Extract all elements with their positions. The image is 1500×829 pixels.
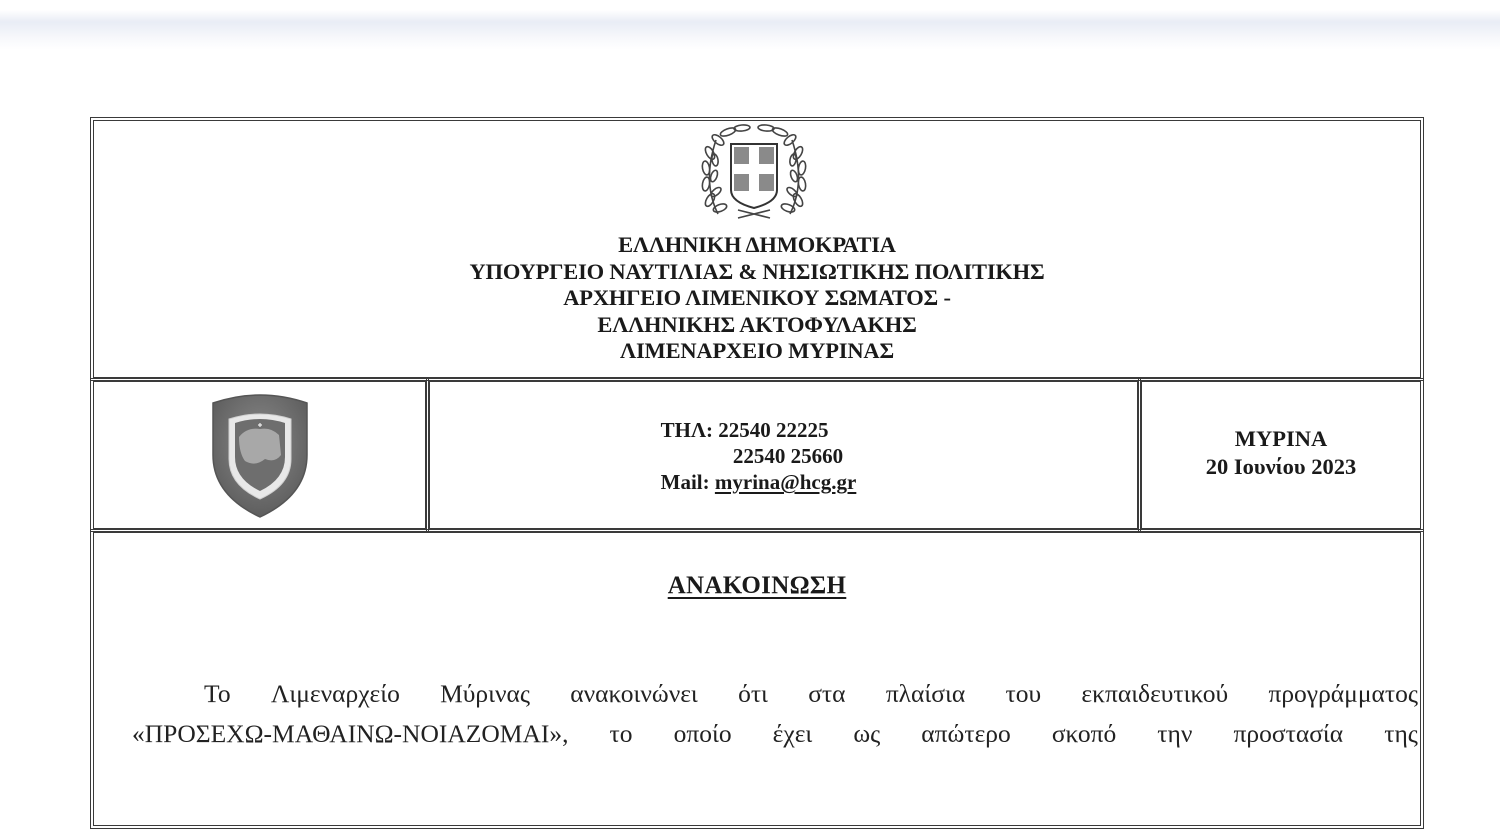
tel-number-1: 22540 22225 (718, 418, 829, 442)
place-date-block (1206, 425, 1356, 481)
info-row (90, 378, 1424, 532)
document-date: 20 Ιουνίου 2023 (1205, 454, 1357, 479)
logo-cell (90, 378, 429, 532)
header-title-block (90, 232, 1424, 365)
announcement-body (96, 660, 1418, 785)
tel-number-2: 22540 25660 (732, 444, 844, 468)
greek-coat-of-arms-icon (698, 122, 810, 224)
place-date-cell (1138, 378, 1424, 532)
tel-line-2 (661, 443, 857, 469)
header-line-hq: ΑΡΧΗΓΕΙΟ ΛΙΜΕΝΙΚΟΥ ΣΩΜΑΤΟΣ - (563, 285, 951, 310)
mail-label: Mail: (660, 470, 710, 494)
tel-label: ΤΗΛ: (660, 418, 714, 442)
contact-cell (426, 378, 1141, 532)
header-line-republic: ΕΛΛΗΝΙΚΗ ΔΗΜΟΚΡΑΤΙΑ (618, 232, 896, 257)
contact-block (661, 417, 857, 495)
mail-link[interactable]: myrina@hcg.gr (714, 470, 857, 494)
header-line-port-authority: ΛΙΜΕΝΑΡΧΕΙΟ ΜΥΡΙΝΑΣ (620, 338, 894, 363)
hellenic-coast-guard-shield-icon (205, 391, 315, 519)
place-name: ΜΥΡΙΝΑ (1234, 426, 1328, 451)
paragraph-line-2: «ΠΡΟΣΕΧΩ-ΜΑΘΑΙΝΩ-ΝΟΙΑΖΟΜΑΙ», το οποίο έχει ως απώτερο σκοπό την προστασία της (132, 719, 1418, 748)
announcement-title: ΑΝΑΚΟΙΝΩΣΗ (667, 572, 847, 599)
paragraph-line-1: Το Λιμεναρχείο Μύρινας ανακοινώνει ότι στα πλαίσια του εκπαιδευτικού προγράμματος (204, 679, 1418, 708)
header-line-coastguard: ΕΛΛΗΝΙΚΗΣ ΑΚΤΟΦΥΛΑΚΗΣ (597, 311, 917, 337)
header-line-ministry: ΥΠΟΥΡΓΕΙΟ ΝΑΥΤΙΛΙΑΣ & ΝΗΣΙΩΤΙΚΗΣ ΠΟΛΙΤΙΚΗΣ (469, 258, 1045, 284)
mail-line (661, 469, 857, 495)
tel-line-1 (661, 417, 857, 443)
